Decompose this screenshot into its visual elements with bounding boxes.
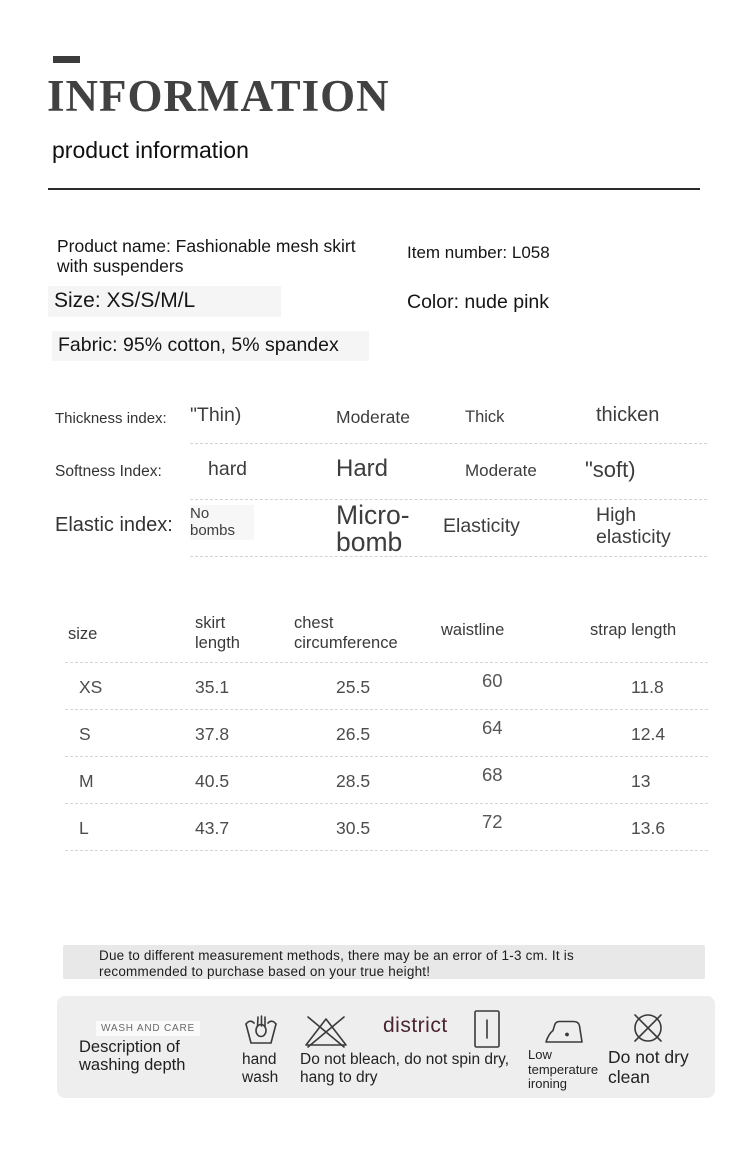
cell-strap: 11.8 — [631, 677, 664, 697]
do-not-bleach-label: Do not bleach, do not spin dry, hang to dry — [300, 1051, 510, 1086]
cell-waist: 72 — [482, 811, 503, 832]
index-value: No bombs — [190, 505, 254, 540]
cell-waist: 60 — [482, 670, 503, 691]
index-value: hard — [208, 458, 248, 480]
low-temp-ironing-label: Low temperature ironing — [528, 1047, 599, 1092]
product-name: Product name: Fashionable mesh skirt with suspenders — [57, 236, 356, 277]
index-label: Softness Index: — [55, 463, 162, 480]
cell-size: L — [79, 818, 89, 838]
col-header-size: size — [68, 625, 98, 643]
product-fabric: Fabric: 95% cotton, 5% spandex — [52, 331, 369, 361]
index-value: "Thin) — [190, 404, 242, 426]
wash-care-eyebrow: WASH AND CARE — [96, 1021, 200, 1036]
size-table — [40, 605, 720, 851]
cell-size: XS — [79, 677, 103, 697]
cell-size: M — [79, 771, 94, 791]
wash-care-title: Description of washing depth — [79, 1038, 186, 1075]
do-not-dry-clean-icon — [629, 1010, 667, 1048]
measurement-note: Due to different measurement methods, there may be an error of 1-3 cm. It is recommended to purchase based on your true height! — [99, 948, 574, 980]
index-value: Moderate — [336, 407, 410, 427]
index-row-elastic — [55, 500, 707, 557]
index-value: Moderate — [465, 461, 537, 480]
cell-strap: 13 — [631, 771, 651, 791]
index-label: Thickness index: — [55, 410, 167, 427]
index-value: Thick — [465, 408, 505, 426]
col-header-waist: waistline — [441, 621, 505, 639]
size-table-header — [40, 605, 720, 663]
product-color: Color: nude pink — [407, 291, 550, 313]
size-row-l — [40, 804, 720, 851]
cell-skirt: 37.8 — [195, 724, 230, 744]
index-row-thickness — [55, 398, 707, 444]
wash-care-card — [57, 996, 715, 1098]
district-label: district — [383, 1014, 448, 1037]
cell-strap: 12.4 — [631, 724, 666, 744]
item-number: Item number: L058 — [407, 243, 550, 262]
hand-wash-label: hand wash — [242, 1051, 279, 1086]
index-value: "soft) — [585, 457, 636, 482]
cell-skirt: 35.1 — [195, 677, 230, 697]
drip-dry-icon — [471, 1008, 503, 1050]
page-subtitle: product information — [52, 137, 249, 163]
page-title: INFORMATION — [47, 71, 390, 121]
iron-low-temperature-icon — [543, 1016, 585, 1046]
cell-chest: 26.5 — [336, 724, 371, 744]
size-row-m — [40, 757, 720, 804]
index-label: Elastic index: — [55, 514, 173, 536]
cell-skirt: 43.7 — [195, 818, 230, 838]
measurement-note-band — [63, 945, 705, 979]
col-header-chest: chest circumference — [294, 614, 398, 652]
index-table — [55, 398, 707, 557]
brand-dash — [53, 56, 80, 63]
cell-chest: 30.5 — [336, 818, 371, 838]
index-value: Elasticity — [443, 515, 520, 537]
cell-waist: 64 — [482, 717, 503, 738]
index-row-softness — [55, 444, 707, 500]
index-value: Micro-bomb — [336, 500, 410, 557]
do-not-dry-clean-label: Do not dry clean — [608, 1047, 689, 1087]
hand-wash-icon — [243, 1014, 279, 1047]
size-row-s — [40, 710, 720, 757]
cell-size: S — [79, 724, 91, 744]
index-value: High elasticity — [596, 504, 671, 549]
index-value: thicken — [596, 404, 660, 426]
product-size: Size: XS/S/M/L — [48, 286, 281, 317]
size-row-xs — [40, 663, 720, 710]
do-not-bleach-icon — [303, 1014, 349, 1049]
cell-waist: 68 — [482, 764, 503, 785]
col-header-skirt: skirt length — [195, 614, 240, 652]
cell-chest: 28.5 — [336, 771, 371, 791]
header-divider — [48, 188, 700, 190]
cell-chest: 25.5 — [336, 677, 371, 697]
cell-skirt: 40.5 — [195, 771, 230, 791]
col-header-strap: strap length — [590, 621, 677, 639]
cell-strap: 13.6 — [631, 818, 666, 838]
index-value: Hard — [336, 455, 389, 482]
